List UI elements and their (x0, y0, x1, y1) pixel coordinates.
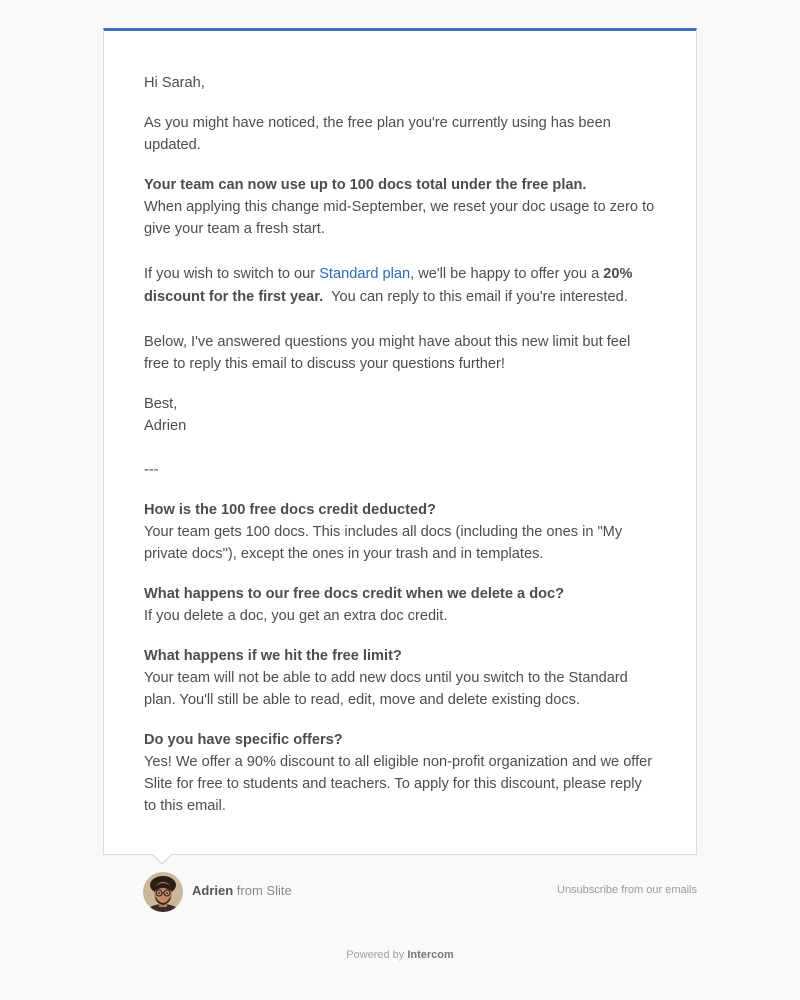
faq-answer: If you delete a doc, you get an extra doc credit. (144, 608, 448, 624)
faq-item (144, 499, 658, 565)
faq-item (144, 583, 658, 627)
limit-text: When applying this change mid-September, we reset your doc usage to zero to give your team a fresh start. (144, 199, 655, 237)
signoff: Best, (144, 396, 178, 412)
offer-reply-text: You can reply to this email if you're interested. (323, 289, 628, 305)
standard-plan-link[interactable]: Standard plan (319, 266, 411, 282)
faq-answer: Your team gets 100 docs. This includes all docs (including the ones in "My private docs"), except the ones in your trash and in templates. (144, 524, 623, 562)
greeting: Hi Sarah, (144, 75, 205, 91)
sender-line (192, 883, 292, 898)
powered-by-label: Powered by (346, 949, 408, 961)
faq-item (144, 645, 658, 711)
offer-discount: 20% discount for the first year. (144, 266, 633, 305)
avatar-image (143, 872, 183, 912)
limit-heading: Your team can now use up to 100 docs total under the free plan. (144, 177, 587, 193)
below-paragraph: Below, I've answered questions you might have about this new limit but feel free to reply this email to discuss your questions further! (144, 334, 631, 372)
email-card (103, 28, 697, 855)
offer-text-before: If you wish to switch to our (144, 266, 320, 282)
faq-question: How is the 100 free docs credit deducted? (144, 502, 436, 518)
faq-item (144, 729, 658, 817)
intro-paragraph: As you might have noticed, the free plan you're currently using has been updated. (144, 115, 611, 153)
avatar (143, 872, 183, 912)
separator: --- (144, 462, 159, 478)
faq-question: What happens to our free docs credit when we delete a doc? (144, 586, 565, 602)
intercom-link[interactable]: Intercom (407, 949, 454, 961)
faq-question: Do you have specific offers? (144, 732, 343, 748)
unsubscribe-link[interactable]: Unsubscribe from our emails (557, 884, 697, 896)
card-pointer-inner (153, 854, 171, 863)
faq-answer: Yes! We offer a 90% discount to all eligible non-profit organization and we offer Slite for free to students and teachers. To apply for this discount, please reply to this email. (144, 754, 653, 814)
faq-question: What happens if we hit the free limit? (144, 648, 402, 664)
faq-answer: Your team will not be able to add new docs until you switch to the Standard plan. You'll still be able to read, edit, move and delete existing docs. (144, 670, 628, 708)
limit-paragraph (144, 174, 658, 240)
email-body (144, 72, 658, 817)
offer-text-after: , we'll be happy to offer you a (410, 266, 604, 282)
offer-paragraph (144, 263, 658, 309)
signoff-block (144, 393, 658, 437)
powered-by (0, 949, 800, 961)
sender-name: Adrien (192, 883, 234, 898)
signature: Adrien (144, 418, 187, 434)
sender-company: from Slite (233, 883, 292, 898)
